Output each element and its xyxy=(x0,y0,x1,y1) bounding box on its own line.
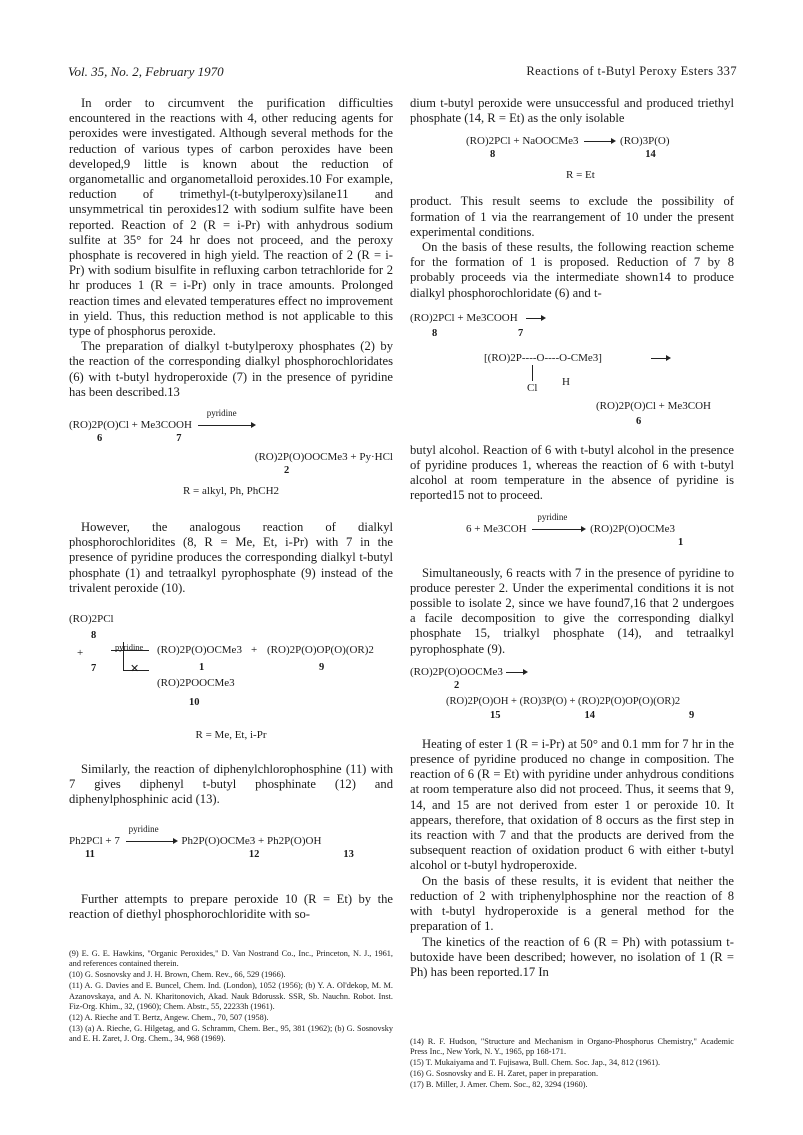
product: (RO)2P(O)OCMe3 xyxy=(590,522,676,535)
reaction-condition: pyridine xyxy=(206,408,237,419)
compound-number: 13 xyxy=(343,848,354,860)
reactant: (RO)2P(O)OOCMe3 xyxy=(410,665,503,678)
equation-3 xyxy=(69,823,393,862)
reaction-arrow xyxy=(651,358,669,359)
compound-number: 11 xyxy=(85,848,95,860)
paragraph: In order to circumvent the purification difficulties encountered in the reactions with 4, other reducing agents for peroxides were investigated. Although several methods for the reduction of various types of carbon peroxides have been developed,9 little is known about the reduction of organometallic and organometalloid peroxides.10 For example, reduction of trimethyl-(t-butylperoxy)silane11 and unsymmetrical tin peroxides12 with sodium sulfite have been reported. Reaction of 2 (R = i-Pr) with anhydrous sodium sulfite at 35° for 24 hr does not proceed, and the peroxy phosphate is recovered in high yield. The reaction of 2 (R = i-Pr) with sodium bisulfite in refluxing carbon tetrachloride for 2 hr produces 1 (R = i-Pr) only in trace amounts. Prolonged reaction times and elevated temperatures effect no improvement in yield. Thus, this reduction method is not applicable to this type of phosphorus peroxide. xyxy=(69,96,393,339)
reactants: Ph2PCl + 7 xyxy=(69,834,120,847)
compound-number: 7 xyxy=(91,663,97,675)
compound-number: 1 xyxy=(678,536,684,548)
compound-number: 2 xyxy=(454,679,460,691)
reactants: (RO)2PCl + NaOOCMe3 xyxy=(466,135,579,148)
compound-number: 14 xyxy=(645,149,656,161)
product: (RO)2POOCMe3 xyxy=(157,677,235,690)
compound-number: 6 xyxy=(636,415,642,427)
compound-number: 8 xyxy=(490,149,496,161)
intermediate: [(RO)2P----O----O-CMe3] xyxy=(484,351,602,364)
reactants: (RO)2PCl + Me3COOH xyxy=(410,311,518,324)
product: (RO)3P(O) xyxy=(620,135,670,148)
footnotes-right xyxy=(410,1037,734,1091)
reaction-condition: pyridine xyxy=(128,823,159,834)
plus-sign: + xyxy=(251,644,258,657)
compound-number: 7 xyxy=(518,327,524,339)
compound-number: 6 xyxy=(97,433,103,445)
running-header-title: Reactions of t-Butyl Peroxy Esters 337 xyxy=(526,64,737,78)
equation-4 xyxy=(410,134,734,182)
compound-number: 8 xyxy=(432,327,438,339)
reaction-arrow xyxy=(198,425,254,426)
footnote: (16) G. Sosnovsky and E. H. Zaret, paper in preparation. xyxy=(410,1069,599,1079)
compound-number: 12 xyxy=(248,848,260,860)
right-column xyxy=(410,96,734,980)
footnote: (9) E. G. E. Hawkins, "Organic Peroxides," D. Van Nostrand Co., Inc., Princeton, N. J., 1961, and references contained therein. xyxy=(69,949,393,969)
atom-label: H xyxy=(562,375,570,388)
r-definition: R = Me, Et, i-Pr xyxy=(195,729,267,742)
left-column xyxy=(69,96,393,922)
compound-number: 2 xyxy=(284,465,290,477)
equation-7 xyxy=(410,665,734,723)
equation-2 xyxy=(69,612,393,752)
paragraph: On the basis of these results, the following reaction scheme for the formation of 1 is proposed. Reduction of 7 by 8 probably proceeds via the intermediate shown14 to produce dialkyl phosphorochloridate (6) and t- xyxy=(410,240,734,300)
paragraph: Further attempts to prepare peroxide 10 (R = Et) by the reaction of diethyl phosphorochloridite with so- xyxy=(69,891,393,921)
paragraph: However, the analogous reaction of dialkyl phosphorochloridites (8, R = Me, Et, i-Pr) with 7 in the presence of pyridine produces the corresponding dialkyl t-butyl phosphate (1) and tetraalkyl pyrophosphate (9) instead of the trivalent peroxide (10). xyxy=(69,520,393,595)
paragraph: Similarly, the reaction of diphenylchlorophosphine (11) with 7 gives diphenyl t-butyl phosphinate (12) and diphenylphosphinic acid (13). xyxy=(69,762,393,807)
footnote: (13) (a) A. Rieche, G. Hilgetag, and G. Schramm, Chem. Ber., 95, 381 (1962); (b) G. Sosnovsky and E. H. Zaret, J. Org. Chem., 34, 968 (1969). xyxy=(69,1023,393,1044)
reaction-condition: pyridine xyxy=(537,511,568,522)
reaction-arrow xyxy=(111,650,149,651)
paragraph: The kinetics of the reaction of 6 (R = Ph) with potassium t-butoxide have been described; however, no isolation of 1 (R = Ph) has been reported.17 In xyxy=(410,934,734,979)
r-definition: R = alkyl, Ph, PhCH2 xyxy=(182,485,280,498)
paragraph: On the basis of these results, it is evident that neither the reduction of 2 with triphenylphosphine nor the reaction of 8 with t-butyl hydroperoxide is a general method for the preparation of 1. xyxy=(410,873,734,934)
equation-6 xyxy=(410,511,734,550)
footnote: (10) G. Sosnovsky and J. H. Brown, Chem. Rev., 66, 529 (1966). xyxy=(69,970,286,980)
paragraph: Simultaneously, 6 reacts with 7 in the presence of pyridine to produce perester 2. Under the experimental conditions it is not possible to isolate 2, since we have found7,16 that 2 undergoes a facile decomposition to give the corresponding dialkyl phosphate 15, trialkyl phosphate (14), and tetraalkyl pyrophosphate (9). xyxy=(410,565,734,656)
reactant: (RO)2PCl xyxy=(69,613,114,626)
reaction-arrow xyxy=(526,318,544,319)
atom-label: Cl xyxy=(527,381,538,394)
reactants: (RO)2P(O)Cl + Me3COOH xyxy=(69,419,192,432)
products: Ph2P(O)OCMe3 + Ph2P(O)OH xyxy=(181,834,322,847)
compound-number: 1 xyxy=(199,662,205,674)
footnotes-left xyxy=(69,949,393,1045)
products: (RO)2P(O)OH + (RO)3P(O) + (RO)2P(O)OP(O)(OR)2 xyxy=(446,695,681,707)
running-header-volume: Vol. 35, No. 2, February 1970 xyxy=(68,64,224,79)
footnote: (17) B. Miller, J. Amer. Chem. Soc., 82, 3294 (1960). xyxy=(410,1080,588,1090)
reactants: 6 + Me3COH xyxy=(466,522,527,535)
branch-line xyxy=(123,642,124,670)
plus-sign: + xyxy=(77,647,84,660)
paragraph: product. This result seems to exclude the possibility of formation of 1 via the rearrangement of 10 under the present experimental conditions. xyxy=(410,194,734,239)
r-definition: R = Et xyxy=(566,169,595,182)
cross-mark: ✕ xyxy=(130,663,140,676)
reaction-arrow xyxy=(126,841,176,842)
paragraph: dium t-butyl peroxide were unsuccessful and produced triethyl phosphate (14, R = Et) as the only isolable xyxy=(410,96,734,126)
compound-number: 9 xyxy=(689,709,695,721)
paragraph: butyl alcohol. Reaction of 6 with t-butyl alcohol in the presence of pyridine produces 1, whereas the reaction of 6 with t-butyl alcohol at room temperature in the absence of pyridine is reported15 not to proceed. xyxy=(410,442,734,503)
footnote: (14) R. F. Hudson, "Structure and Mechanism in Organo-Phosphorus Chemistry," Academic Press Inc., New York, N. Y., 1965, pp 168-171. xyxy=(410,1037,734,1057)
compound-number: 14 xyxy=(584,709,595,721)
bond-line xyxy=(532,365,533,381)
compound-number: 15 xyxy=(490,709,501,721)
footnote: (11) A. G. Davies and E. Buncel, Chem. Ind. (London), 1052 (1956); (b) Y. A. Ol'dekop, M. M. Azanovskaya, and A. N. Kharitonovich, Akad. Nauk Bdorussk. SSR, Sb. Nauchn. Robot. Inst. Fiz-Org. Khim., 32, (1960); Chem. Abstr., 55, 22233h (1961). xyxy=(69,981,393,1012)
reaction-condition: pyridine xyxy=(115,642,144,653)
product: (RO)2P(O)OP(O)(OR)2 xyxy=(267,644,374,657)
paragraph: Heating of ester 1 (R = i-Pr) at 50° and 0.1 mm for 7 hr in the presence of pyridine produced no change in composition. The reaction of 6 (R = Et) with pyridine under anhydrous conditions at room temperature also did not proceed. Thus, it seems that 9, 14, and 15 are not derived from ester 1 or peroxide 10. It appears, therefore, that oxidation of 8 occurs as the first step in its reaction with 7 and that the products are derived from the subsequent reaction of oxidation product 6 with either t-butyl alcohol or t-butyl hydroperoxide. xyxy=(410,736,734,873)
reaction-arrow xyxy=(532,529,584,530)
products: (RO)2P(O)Cl + Me3COH xyxy=(596,399,711,412)
equation-5 xyxy=(410,311,734,429)
reaction-arrow xyxy=(584,141,614,142)
footnote: (15) T. Mukaiyama and T. Fujisawa, Bull. Chem. Soc. Jap., 34, 812 (1961). xyxy=(410,1058,661,1068)
paragraph: The preparation of dialkyl t-butylperoxy phosphates (2) by the reaction of the corresponding dialkyl phosphorochloridates (6) with t-butyl hydroperoxide (7) in the presence of pyridine has been described.13 xyxy=(69,339,393,399)
compound-number: 10 xyxy=(189,697,200,709)
compound-number: 8 xyxy=(91,630,97,642)
compound-number: 9 xyxy=(319,662,325,674)
reaction-arrow xyxy=(506,672,526,673)
product: (RO)2P(O)OCMe3 xyxy=(157,644,242,657)
equation-1 xyxy=(69,408,393,498)
compound-number: 7 xyxy=(176,433,182,445)
products: (RO)2P(O)OOCMe3 + Py·HCl xyxy=(254,451,393,464)
footnote: (12) A. Rieche and T. Bertz, Angew. Chem., 70, 507 (1958). xyxy=(69,1012,269,1022)
